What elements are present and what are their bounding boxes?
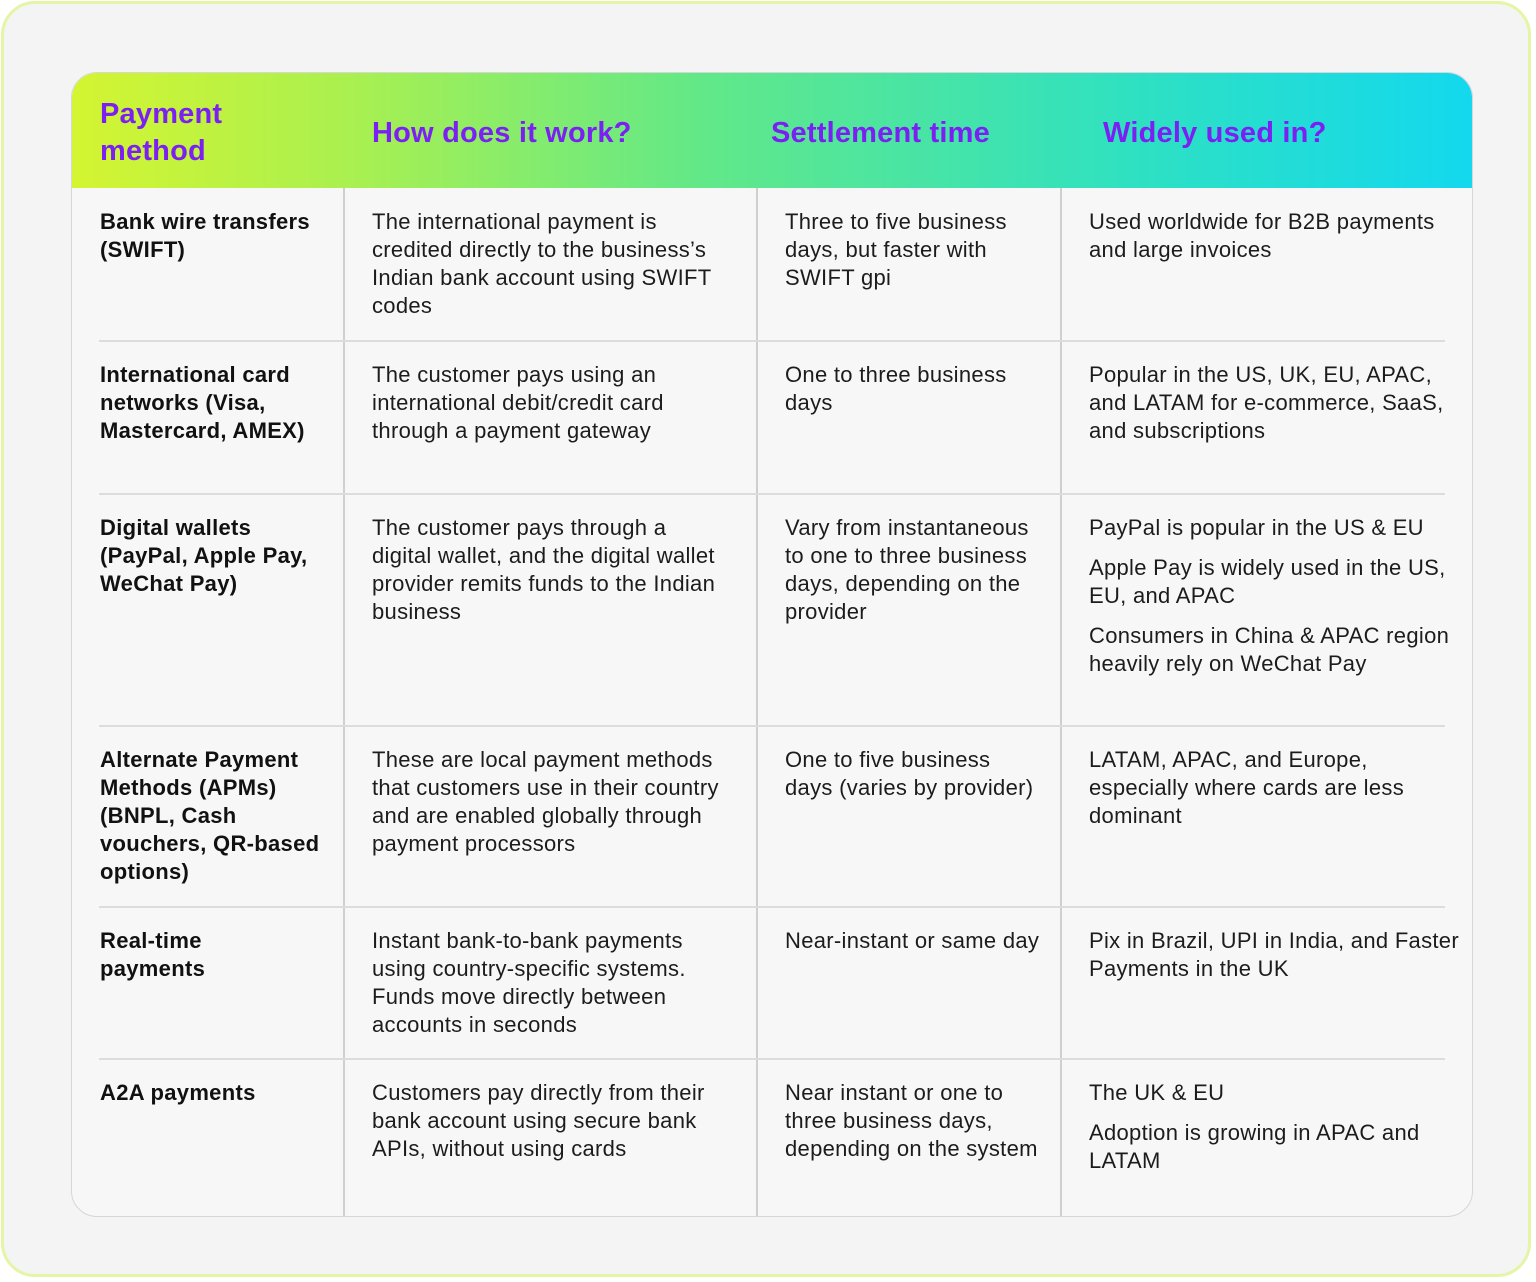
used-paragraph: Used worldwide for B2B payments and large invoices	[1089, 209, 1435, 262]
cell-used	[1089, 746, 1459, 830]
header-payment-method: Payment method	[100, 98, 223, 167]
row-divider	[99, 340, 1445, 342]
row-divider	[99, 493, 1445, 495]
cell-method: Digital wallets (PayPal, Apple Pay, WeChat Pay)	[100, 515, 308, 596]
cell-method: A2A payments	[100, 1080, 256, 1105]
cell-how: These are local payment methods that customers use in their country and are enabled globally through payment processors	[372, 747, 719, 856]
outer-frame	[1, 1, 1531, 1277]
used-paragraph: Pix in Brazil, UPI in India, and Faster Payments in the UK	[1089, 928, 1459, 981]
cell-used	[1089, 1079, 1459, 1175]
used-paragraph: LATAM, APAC, and Europe, especially where cards are less dominant	[1089, 747, 1404, 828]
used-paragraph: PayPal is popular in the US & EU	[1089, 515, 1424, 540]
cell-used	[1089, 208, 1459, 264]
cell-how: Instant bank-to-bank payments using country-specific systems. Funds move directly between accounts in seconds	[372, 928, 686, 1037]
header-widely-used-in: Widely used in?	[1103, 117, 1327, 149]
column-divider	[343, 188, 345, 1216]
cell-how: The international payment is credited directly to the business’s Indian bank account using SWIFT codes	[372, 209, 712, 318]
cell-how: Customers pay directly from their bank account using secure bank APIs, without using cards	[372, 1080, 705, 1161]
cell-settlement: Three to five business days, but faster with SWIFT gpi	[785, 209, 1007, 290]
row-divider	[99, 725, 1445, 727]
used-paragraph: The UK & EU	[1089, 1080, 1225, 1105]
cell-used	[1089, 927, 1459, 983]
cell-settlement: Near instant or one to three business days, depending on the system	[785, 1080, 1038, 1161]
row-divider	[99, 906, 1445, 908]
used-paragraph: Adoption is growing in APAC and LATAM	[1089, 1120, 1420, 1173]
cell-method: Real-time payments	[100, 928, 206, 981]
cell-used	[1089, 514, 1459, 678]
cell-settlement: Vary from instantaneous to one to three business days, depending on the provider	[785, 515, 1029, 624]
column-divider	[1060, 188, 1062, 1216]
cell-used	[1089, 361, 1459, 445]
cell-how: The customer pays using an international debit/credit card through a payment gateway	[372, 362, 664, 443]
cell-how: The customer pays through a digital wallet, and the digital wallet provider remits funds to the Indian business	[372, 515, 716, 624]
cell-settlement: One to three business days	[785, 362, 1007, 415]
cell-method: International card networks (Visa, Mastercard, AMEX)	[100, 362, 305, 443]
row-divider	[99, 1058, 1445, 1060]
cell-method: Alternate Payment Methods (APMs) (BNPL, Cash vouchers, QR-based options)	[100, 747, 320, 884]
cell-method: Bank wire transfers (SWIFT)	[100, 209, 310, 262]
header-settlement-time: Settlement time	[771, 117, 990, 149]
table-header	[72, 73, 1472, 188]
used-paragraph: Apple Pay is widely used in the US, EU, and APAC	[1089, 555, 1446, 608]
used-paragraph: Popular in the US, UK, EU, APAC, and LATAM for e-commerce, SaaS, and subscriptions	[1089, 362, 1444, 443]
payment-methods-table	[71, 72, 1473, 1217]
cell-settlement: Near-instant or same day	[785, 928, 1040, 953]
used-paragraph: Consumers in China & APAC region heavily rely on WeChat Pay	[1089, 623, 1450, 676]
header-how-it-works: How does it work?	[372, 117, 632, 149]
cell-settlement: One to five business days (varies by provider)	[785, 747, 1034, 800]
column-divider	[756, 188, 758, 1216]
